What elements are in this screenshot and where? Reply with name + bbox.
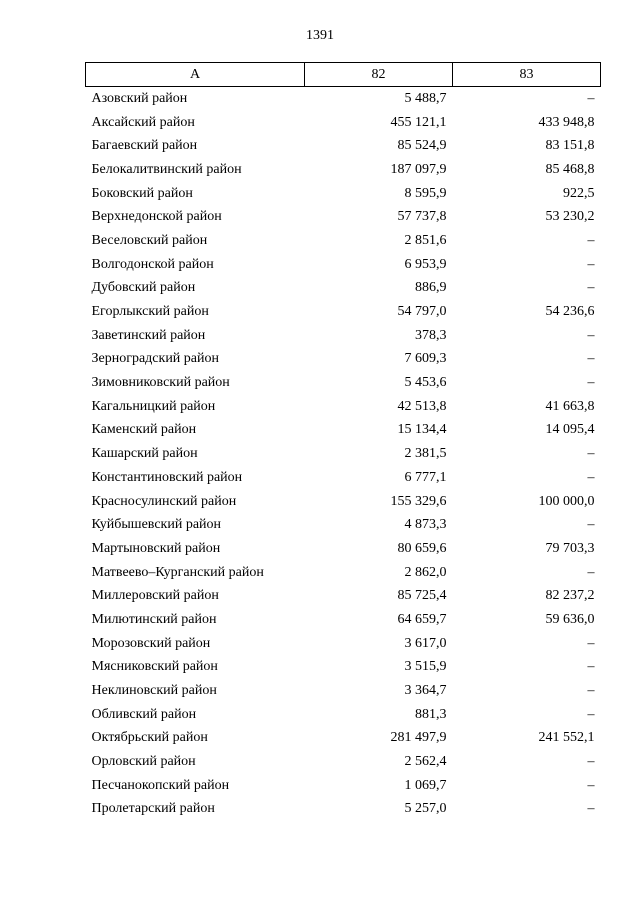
district-name-cell: Боковский район: [91, 185, 193, 201]
value-82-cell: 1 069,7: [404, 777, 447, 793]
table-row: [86, 656, 601, 680]
district-name-cell: Кагальницкий район: [91, 398, 216, 414]
value-82-cell: 378,3: [415, 327, 447, 343]
page-number: 1391: [306, 28, 334, 43]
district-name-cell: Аксайский район: [91, 114, 195, 130]
value-82-cell: 3 617,0: [404, 635, 447, 651]
district-name-cell: Миллеровский район: [91, 588, 219, 604]
value-83-cell: 85 468,8: [545, 161, 595, 177]
value-83-cell: –: [587, 327, 595, 343]
value-82-cell: 15 134,4: [397, 422, 447, 438]
value-82-cell: 4 873,3: [404, 517, 447, 533]
value-82-cell: 6 953,9: [404, 256, 447, 272]
value-82-cell: 85 524,9: [397, 138, 447, 154]
value-83-cell: 54 236,6: [545, 304, 595, 320]
table-row: [86, 134, 601, 158]
district-name-cell: Мартыновский район: [91, 540, 221, 556]
district-name-cell: Пролетарский район: [91, 801, 215, 817]
district-name-cell: Милютинский район: [91, 611, 217, 627]
table-row: [86, 584, 601, 608]
district-name-cell: Матвеево–Курганский район: [91, 564, 264, 580]
table-row: [86, 348, 601, 372]
value-83-cell: –: [587, 754, 595, 770]
district-name-cell: Каменский район: [91, 422, 197, 438]
value-83-cell: 53 230,2: [545, 209, 595, 225]
district-name-cell: Кашарский район: [91, 446, 198, 462]
district-name-cell: Орловский район: [91, 754, 196, 770]
table-row: [86, 205, 601, 229]
district-name-cell: Морозовский район: [91, 635, 211, 651]
table-row: [86, 111, 601, 135]
value-83-cell: –: [587, 706, 595, 722]
district-name-cell: Зимовниковский район: [91, 375, 230, 391]
district-name-cell: Октябрьский район: [91, 730, 208, 746]
table-row: [86, 750, 601, 774]
table-row: [86, 513, 601, 537]
value-83-cell: –: [587, 375, 595, 391]
value-83-cell: –: [587, 256, 595, 272]
district-name-cell: Песчанокопский район: [91, 777, 230, 793]
value-82-cell: 886,9: [415, 280, 447, 296]
value-82-cell: 7 609,3: [404, 351, 447, 367]
value-83-cell: –: [587, 280, 595, 296]
district-name-cell: Константиновский район: [91, 469, 243, 485]
table-row: [86, 419, 601, 443]
value-83-cell: –: [587, 351, 595, 367]
value-82-cell: 54 797,0: [397, 304, 447, 320]
value-83-cell: –: [587, 683, 595, 699]
value-82-cell: 42 513,8: [397, 398, 447, 414]
district-name-cell: Багаевский район: [91, 138, 198, 154]
table-row: [86, 490, 601, 514]
value-83-cell: 14 095,4: [545, 422, 595, 438]
table-row: [86, 679, 601, 703]
column-header-a: А: [86, 63, 305, 87]
value-82-cell: 80 659,6: [397, 540, 447, 556]
value-82-cell: 3 515,9: [404, 659, 447, 675]
table-row: [86, 466, 601, 490]
value-82-cell: 5 453,6: [404, 375, 447, 391]
value-82-cell: 8 595,9: [404, 185, 447, 201]
value-83-cell: –: [587, 635, 595, 651]
value-82-cell: 5 488,7: [404, 90, 447, 106]
district-name-cell: Обливский район: [91, 706, 197, 722]
table-row: [86, 632, 601, 656]
value-82-cell: 881,3: [415, 706, 447, 722]
table-row: [86, 561, 601, 585]
table-row: [86, 253, 601, 277]
value-82-cell: 2 851,6: [404, 232, 447, 248]
value-82-cell: 3 364,7: [404, 683, 447, 699]
value-83-cell: 922,5: [563, 185, 595, 201]
value-83-cell: 79 703,3: [545, 540, 595, 556]
table-row: [86, 395, 601, 419]
value-83-cell: –: [587, 90, 595, 106]
value-83-cell: 100 000,0: [538, 493, 595, 509]
value-83-cell: 82 237,2: [545, 588, 595, 604]
value-83-cell: 83 151,8: [545, 138, 595, 154]
district-name-cell: Егорлыкский район: [91, 304, 209, 320]
value-83-cell: –: [587, 801, 595, 817]
value-82-cell: 57 737,8: [397, 209, 447, 225]
district-name-cell: Волгодонской район: [91, 256, 214, 272]
value-82-cell: 2 562,4: [404, 754, 447, 770]
value-83-cell: 433 948,8: [538, 114, 595, 130]
table-header-row: [86, 63, 601, 87]
table-row: [86, 442, 601, 466]
table-row: [86, 277, 601, 301]
district-name-cell: Зерноградский район: [91, 351, 219, 367]
value-82-cell: 281 497,9: [390, 730, 447, 746]
value-82-cell: 455 121,1: [390, 114, 447, 130]
table-row: [86, 371, 601, 395]
value-82-cell: 2 381,5: [404, 446, 447, 462]
table-row: [86, 608, 601, 632]
table-body: [86, 87, 601, 822]
table-row: [86, 300, 601, 324]
table-row: [86, 774, 601, 798]
value-83-cell: 41 663,8: [545, 398, 595, 414]
table-row: [86, 798, 601, 822]
district-name-cell: Неклиновский район: [91, 683, 217, 699]
district-name-cell: Красносулинский район: [91, 493, 237, 509]
table-row: [86, 87, 601, 111]
value-83-cell: –: [587, 659, 595, 675]
table-row: [86, 229, 601, 253]
district-name-cell: Куйбышевский район: [91, 517, 222, 533]
value-82-cell: 85 725,4: [397, 588, 447, 604]
table-row: [86, 537, 601, 561]
district-name-cell: Белокалитвинский район: [91, 161, 242, 177]
table-row: [86, 158, 601, 182]
value-82-cell: 155 329,6: [390, 493, 447, 509]
district-name-cell: Верхнедонской район: [91, 209, 222, 225]
district-name-cell: Заветинский район: [91, 327, 206, 343]
column-header-83: 83: [453, 63, 601, 87]
district-name-cell: Мясниковский район: [91, 659, 218, 675]
data-table: [85, 62, 601, 821]
value-82-cell: 187 097,9: [390, 161, 447, 177]
district-name-cell: Дубовский район: [91, 280, 196, 296]
column-header-82: 82: [305, 63, 453, 87]
table-row: [86, 727, 601, 751]
district-name-cell: Веселовский район: [91, 232, 208, 248]
district-name-cell: Азовский район: [91, 90, 188, 106]
table-row: [86, 703, 601, 727]
value-83-cell: –: [587, 469, 595, 485]
value-83-cell: –: [587, 232, 595, 248]
value-83-cell: –: [587, 564, 595, 580]
value-83-cell: –: [587, 446, 595, 462]
value-82-cell: 2 862,0: [404, 564, 447, 580]
value-82-cell: 64 659,7: [397, 611, 447, 627]
value-83-cell: –: [587, 777, 595, 793]
value-82-cell: 5 257,0: [404, 801, 447, 817]
value-83-cell: 241 552,1: [538, 730, 595, 746]
table-row: [86, 324, 601, 348]
value-83-cell: –: [587, 517, 595, 533]
table-row: [86, 182, 601, 206]
value-83-cell: 59 636,0: [545, 611, 595, 627]
value-82-cell: 6 777,1: [404, 469, 447, 485]
